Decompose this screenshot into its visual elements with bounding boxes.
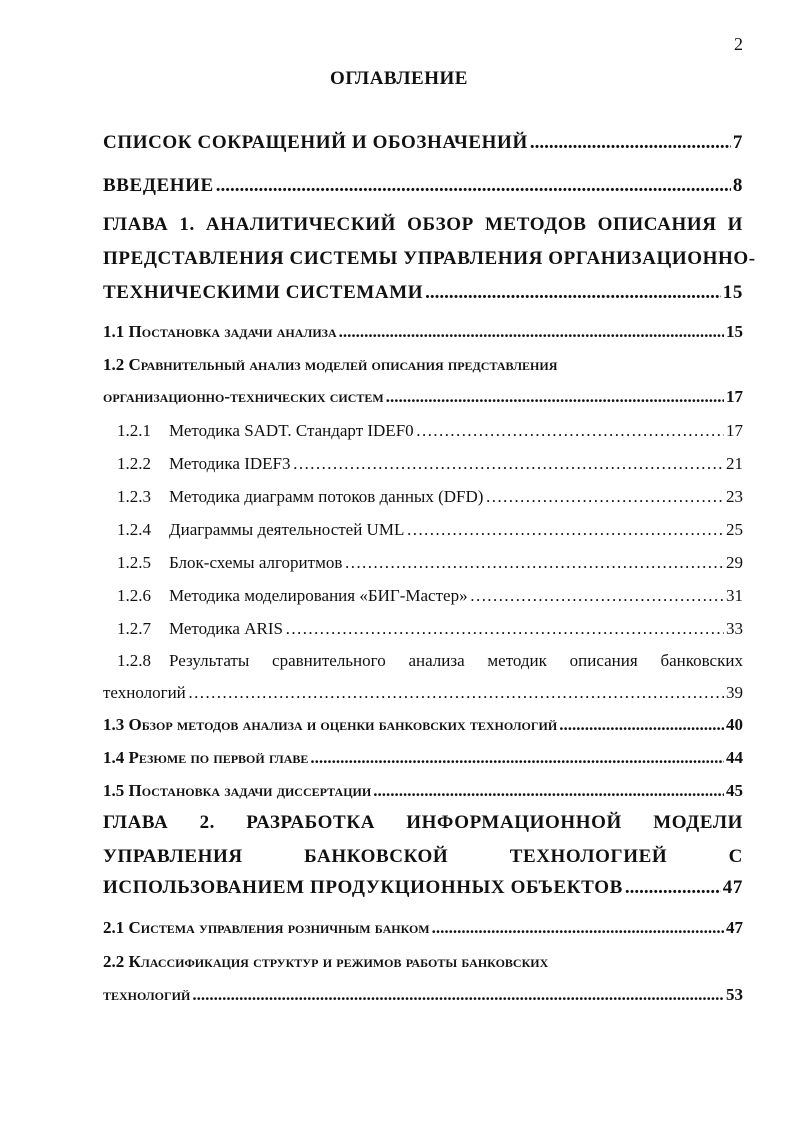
toc-entry-number: 1.2.7: [117, 619, 151, 638]
toc-entry-text: ВВЕДЕНИЕ: [103, 175, 214, 196]
dot-leader: [344, 553, 724, 573]
toc-entry-subsection-1-2-5[interactable]: [103, 553, 743, 573]
toc-entry-page: 33: [726, 619, 743, 638]
toc-entry-subsection-1-2-7[interactable]: [103, 619, 743, 639]
toc-entry-page: 53: [726, 985, 743, 1004]
word: ОБЗОР: [407, 214, 474, 235]
toc-entry-section-2-1[interactable]: [103, 918, 743, 938]
toc-entry-number: 1.2.4: [117, 520, 151, 539]
dot-leader: [425, 282, 721, 304]
toc-entry-text: Методика IDEF3: [169, 454, 291, 473]
toc-entry-text: технологий: [103, 683, 186, 702]
dot-leader: [292, 454, 724, 474]
word: Результаты: [169, 651, 250, 670]
dot-leader: [310, 748, 724, 768]
toc-entry-page: 15: [726, 322, 743, 341]
word: УПРАВЛЕНИЯ: [103, 846, 243, 867]
word: ГЛАВА: [103, 812, 169, 833]
toc-entry-chapter-2-line-3[interactable]: [103, 877, 743, 899]
toc-entry-text: Методика моделирования «БИГ-Мастер»: [169, 586, 468, 605]
toc-entry-text: организационно-технических систем: [103, 387, 384, 406]
toc-entry-text: Методика ARIS: [169, 619, 283, 638]
toc-entry-text: 1.3 Обзор методов анализа и оценки банковских технологий: [103, 715, 558, 734]
toc-entry-number: 1.2.8: [117, 651, 151, 670]
word: РАЗРАБОТКА: [246, 812, 376, 833]
toc-title: ОГЛАВЛЕНИЕ: [330, 68, 468, 89]
toc-entry-subsection-1-2-8-line-1[interactable]: [103, 651, 743, 671]
toc-entry-page: 44: [726, 748, 743, 767]
toc-entry-page: 29: [726, 553, 743, 572]
toc-entry-text: ИСПОЛЬЗОВАНИЕМ ПРОДУКЦИОННЫХ ОБЪЕКТОВ: [103, 877, 623, 898]
dot-leader: [485, 487, 724, 507]
toc-entry-text: Методика диаграмм потоков данных (DFD): [169, 487, 484, 506]
toc-entry-section-1-2-line-1[interactable]: [103, 355, 743, 375]
toc-entry-chapter-1-line-2[interactable]: [103, 248, 756, 270]
word: МЕТОДОВ: [484, 214, 587, 235]
word: ОПИСАНИЯ: [597, 214, 717, 235]
toc-entry-chapter-2-line-2[interactable]: [103, 846, 743, 868]
toc-entry-subsection-1-2-8-line-2[interactable]: [103, 683, 743, 703]
toc-entry-chapter-2-line-1[interactable]: [103, 812, 743, 834]
word: описания: [569, 651, 638, 670]
toc-entry-section-1-5[interactable]: [103, 781, 743, 801]
toc-entry-subsection-1-2-1[interactable]: [103, 421, 743, 441]
dot-leader: [416, 421, 724, 441]
toc-entry-text: ПРЕДСТАВЛЕНИЯ СИСТЕМЫ УПРАВЛЕНИЯ ОРГАНИЗАЦИОННО-: [103, 248, 756, 269]
page-number: 2: [734, 34, 743, 54]
word: ТЕХНОЛОГИЕЙ: [509, 846, 668, 867]
dot-leader: [216, 175, 731, 197]
toc-entry-text: 2.1 Система управления розничным банком: [103, 918, 430, 937]
word: И: [727, 214, 743, 235]
toc-entry-chapter-1-line-1[interactable]: [103, 214, 743, 236]
dot-leader: [386, 387, 724, 407]
toc-entry-text: 1.5 Постановка задачи диссертации: [103, 781, 372, 800]
toc-entry-subsection-1-2-4[interactable]: [103, 520, 743, 540]
dot-leader: [470, 586, 724, 606]
word: банковских: [660, 651, 743, 670]
toc-entry-page: 8: [732, 175, 743, 196]
toc-entry-text: ТЕХНИЧЕСКИМИ СИСТЕМАМИ: [103, 282, 424, 303]
toc-entry-page: 47: [722, 877, 743, 898]
toc-entry-page: 25: [726, 520, 743, 539]
toc-entry-text: Диаграммы деятельностей UML: [169, 520, 405, 539]
toc-entry-page: 40: [726, 715, 743, 734]
toc-entry-section-1-3[interactable]: [103, 715, 743, 735]
toc-entry-page: 47: [726, 918, 743, 937]
toc-entry-text: 1.1 Постановка задачи анализа: [103, 322, 337, 341]
toc-entry-page: 39: [726, 683, 743, 702]
toc-entry-chapter-1-line-3[interactable]: [103, 282, 743, 304]
toc-entry-section-1-1[interactable]: [103, 322, 743, 342]
toc-entry-number: 1.2.3: [117, 487, 151, 506]
toc-entry-text: Методика SADT. Стандарт IDEF0: [169, 421, 414, 440]
word: МОДЕЛИ: [653, 812, 743, 833]
toc-entry-subsection-1-2-3[interactable]: [103, 487, 743, 507]
toc-entry-number: 1.2.5: [117, 553, 151, 572]
dot-leader: [192, 985, 724, 1005]
dot-leader: [373, 781, 724, 801]
toc-entry-abbreviations[interactable]: [103, 132, 743, 154]
toc-entry-text: СПИСОК СОКРАЩЕНИЙ И ОБОЗНАЧЕНИЙ: [103, 132, 528, 153]
toc-entry-number: 1.2.2: [117, 454, 151, 473]
toc-entry-text: технологий: [103, 985, 191, 1004]
word: ИНФОРМАЦИОННОЙ: [406, 812, 622, 833]
word: 2.: [199, 812, 216, 833]
word: БАНКОВСКОЙ: [304, 846, 449, 867]
toc-entry-page: 45: [726, 781, 743, 800]
toc-entry-subsection-1-2-2[interactable]: [103, 454, 743, 474]
word: С: [728, 846, 743, 867]
toc-entry-number: 1.2.1: [117, 421, 151, 440]
dot-leader: [559, 715, 724, 735]
toc-entry-text: 2.2 Классификация структур и режимов работы банковских: [103, 952, 549, 971]
word: сравнительного: [272, 651, 386, 670]
dot-leader: [625, 877, 721, 899]
word: ГЛАВА: [103, 214, 169, 235]
dot-leader: [339, 322, 724, 342]
word: 1.: [179, 214, 195, 235]
toc-entry-section-2-2-line-2[interactable]: [103, 985, 743, 1005]
toc-entry-number: 1.2.6: [117, 586, 151, 605]
toc-entry-section-2-2-line-1[interactable]: [103, 952, 743, 972]
toc-entry-page: 31: [726, 586, 743, 605]
toc-entry-section-1-2-line-2[interactable]: [103, 387, 743, 407]
toc-entry-text: Блок-схемы алгоритмов: [169, 553, 343, 572]
toc-entry-section-1-4[interactable]: [103, 748, 743, 768]
dot-leader: [406, 520, 724, 540]
toc-entry-page: 17: [726, 387, 743, 406]
word: методик: [487, 651, 547, 670]
toc-entry-introduction[interactable]: [103, 175, 743, 197]
dot-leader: [285, 619, 724, 639]
word: анализа: [408, 651, 465, 670]
toc-entry-page: 17: [726, 421, 743, 440]
dot-leader: [188, 683, 724, 703]
dot-leader: [530, 132, 731, 154]
toc-entry-text: 1.2 Сравнительный анализ моделей описания представления: [103, 355, 558, 374]
toc-entry-page: 21: [726, 454, 743, 473]
word: АНАЛИТИЧЕСКИЙ: [205, 214, 397, 235]
toc-entry-page: 7: [732, 132, 743, 153]
toc-entry-page: 23: [726, 487, 743, 506]
toc-entry-subsection-1-2-6[interactable]: [103, 586, 743, 606]
toc-entry-page: 15: [722, 282, 743, 303]
dot-leader: [432, 918, 724, 938]
toc-entry-text: 1.4 Резюме по первой главе: [103, 748, 309, 767]
